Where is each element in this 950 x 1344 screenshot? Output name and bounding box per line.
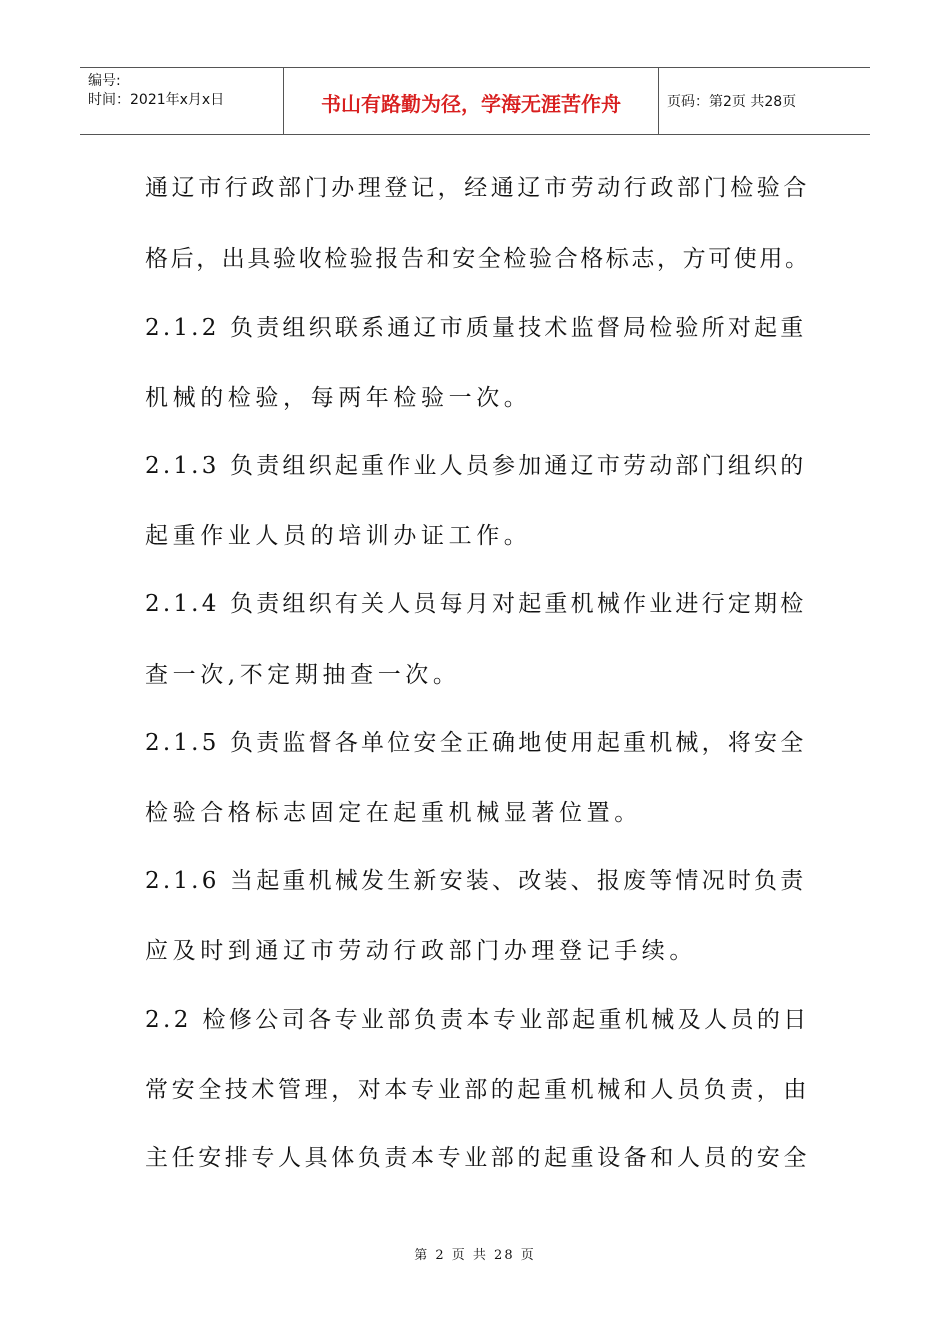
body-line: 2.1.4 负责组织有关人员每月对起重机械作业进行定期检 [145, 591, 807, 617]
body-line: 格后，出具验收检验报告和安全检验合格标志，方可使用。 [145, 246, 811, 272]
header-date: 时间：2021年x月x日 [88, 92, 225, 108]
body-line: 2.2 检修公司各专业部负责本专业部起重机械及人员的日 [145, 1007, 810, 1033]
body-line: 检验合格标志固定在起重机械显著位置。 [145, 800, 642, 826]
body-line: 2.1.5 负责监督各单位安全正确地使用起重机械，将安全 [145, 730, 807, 756]
body-line: 通辽市行政部门办理登记，经通辽市劳动行政部门检验合 [145, 175, 810, 201]
header-meta [80, 68, 283, 134]
page-footer: 第 2 页 共 28 页 [414, 1248, 536, 1263]
body-line: 2.1.2 负责组织联系通辽市质量技术监督局检验所对起重 [145, 315, 807, 341]
page-header [80, 67, 870, 135]
body-line: 2.1.6 当起重机械发生新安装、改装、报废等情况时负责 [145, 868, 807, 894]
header-number-label: 编号: [88, 73, 121, 89]
body-line: 起重作业人员的培训办证工作。 [145, 523, 532, 549]
header-motto: 书山有路勤为径，学海无涯苦作舟 [321, 91, 621, 116]
body-line: 主任安排专人具体负责本专业部的起重设备和人员的安全 [145, 1145, 810, 1171]
body-line: 常安全技术管理，对本专业部的起重机械和人员负责，由 [145, 1077, 810, 1103]
body-line: 应及时到通辽市劳动行政部门办理登记手续。 [145, 938, 697, 964]
header-page-info: 页码：第2页 共28页 [667, 94, 797, 110]
body-line: 查一次,不定期抽查一次。 [145, 662, 461, 688]
body-line: 2.1.3 负责组织起重作业人员参加通辽市劳动部门组织的 [145, 453, 807, 479]
body-line: 机械的检验，每两年检验一次。 [145, 385, 532, 411]
